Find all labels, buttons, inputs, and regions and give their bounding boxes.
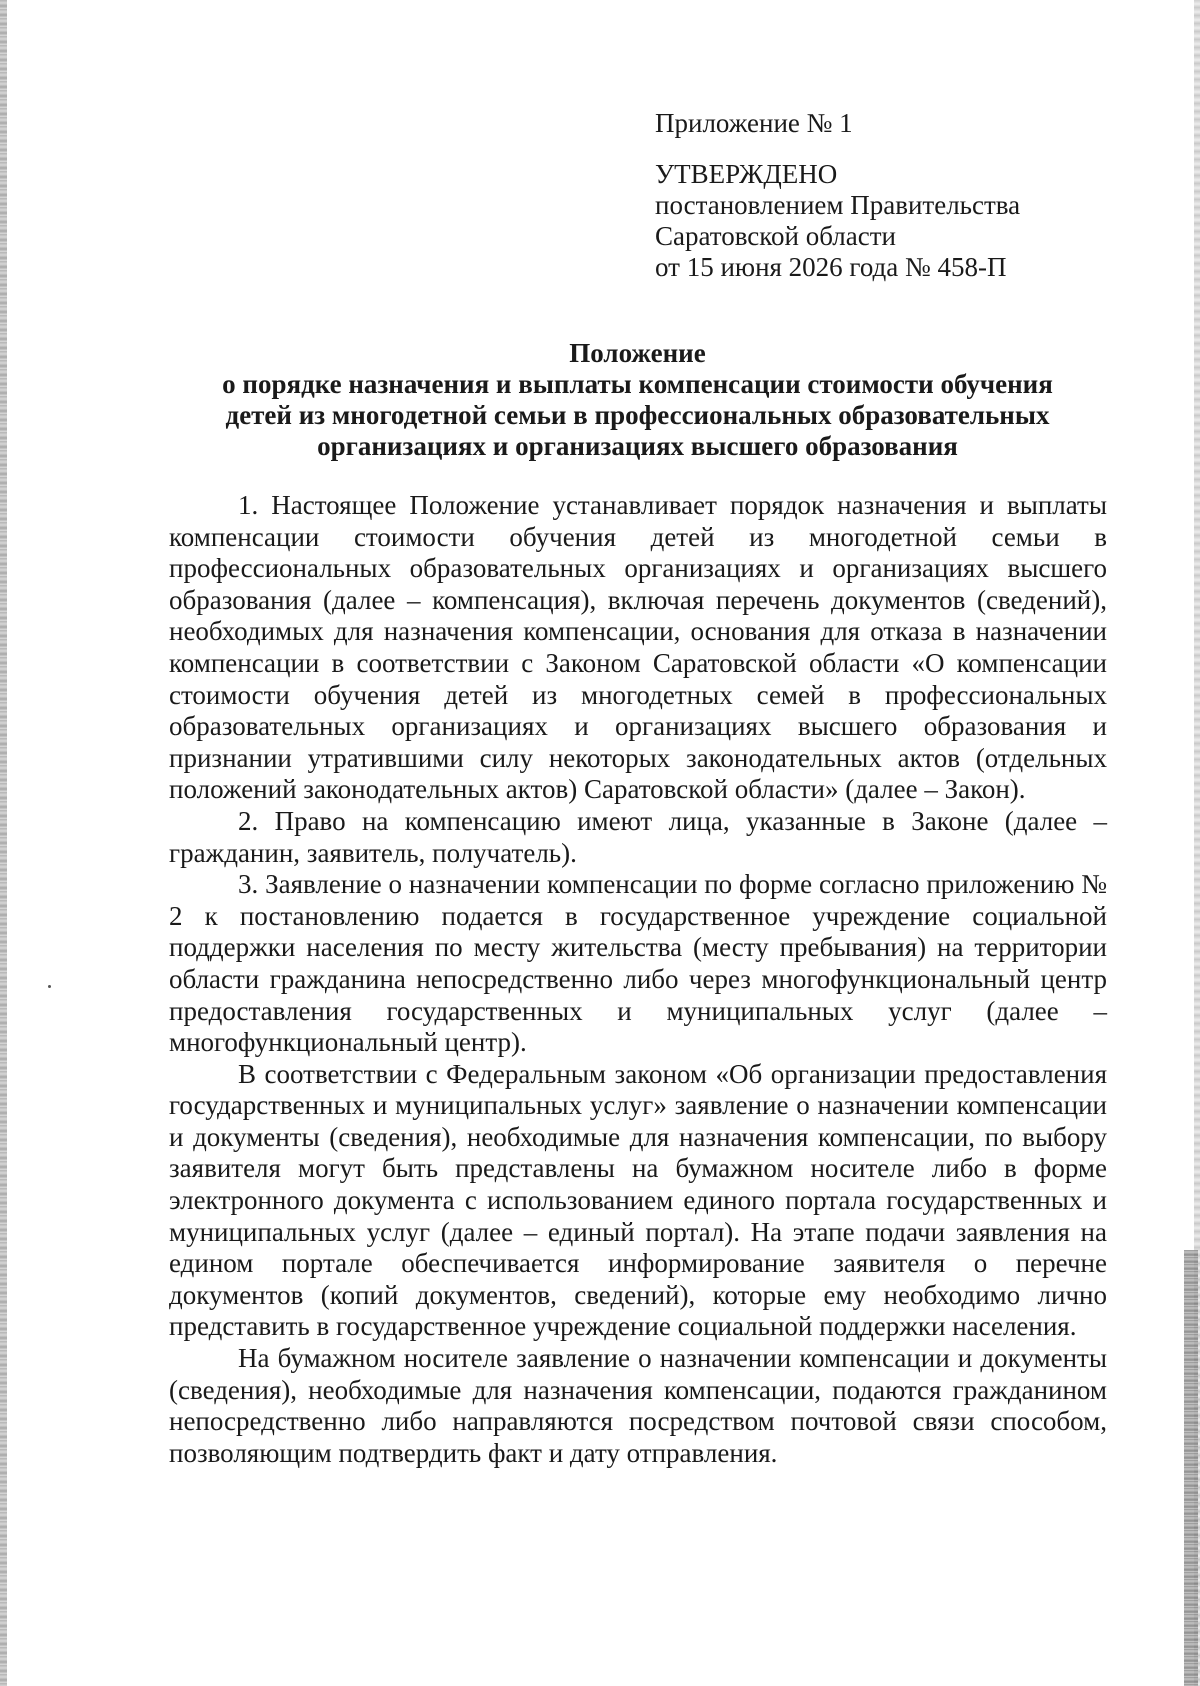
approved-by-line2: Саратовской области xyxy=(655,221,896,251)
approval-stamp xyxy=(655,108,1075,283)
document-body xyxy=(169,490,1107,1469)
document-title xyxy=(165,338,1110,462)
paragraph-5: На бумажном носителе заявление о назначении компенсации и документы (сведения), необходимые для назначения компенсации, подаются гражданином непосредственно либо направляются посредством почтовой связи способом, позволяющим подтвердить факт и дату отправления. xyxy=(169,1343,1107,1468)
scan-edge-right-lower xyxy=(1184,1250,1198,1686)
title-line: организациях и организациях высшего образования xyxy=(317,431,958,461)
scan-edge-left xyxy=(0,0,7,1686)
paragraph-2: 2. Право на компенсацию имеют лица, указанные в Законе (далее – гражданин, заявитель, получатель). xyxy=(169,805,1107,868)
approved-date: от 15 июня 2026 года № 458-П xyxy=(655,252,1007,282)
approved-label: УТВЕРЖДЕНО xyxy=(655,159,838,189)
title-line: детей из многодетной семьи в профессиональных образовательных xyxy=(225,400,1050,430)
approved-by-line1: постановлением Правительства xyxy=(655,190,1021,220)
paragraph-3: 3. Заявление о назначении компенсации по форме согласно приложению № 2 к постановлению подается в государственное учреждение социальной поддержки населения по месту жительства (месту пребывания) на территории области гражданина непосредственно либо через многофункциональный центр предоставления государственных и муниципальных услуг (далее – многофункциональный центр). xyxy=(169,869,1107,1058)
title-line: о порядке назначения и выплаты компенсации стоимости обучения xyxy=(222,369,1053,399)
title-line: Положение xyxy=(569,338,706,368)
scan-speck xyxy=(48,985,51,988)
paragraph-4: В соответствии с Федеральным законом «Об организации предоставления государственных и муниципальных услуг» заявление о назначении компенсации и документы (сведения), необходимые для назначения компенсации, по выбору заявителя могут быть представлены на бумажном носителе либо в форме электронного документа с использованием единого портала государственных и муниципальных услуг (далее – единый портал). На этапе подачи заявления на едином портале обеспечивается информирование заявителя о перечне документов (копий документов, сведений), которые ему необходимо лично представить в государственное учреждение социальной поддержки населения. xyxy=(169,1058,1107,1342)
paragraph-1: 1. Настоящее Положение устанавливает порядок назначения и выплаты компенсации стоимости обучения детей из многодетной семьи в профессиональных образовательных организациях и организациях высшего образования (далее – компенсация), включая перечень документов (сведений), необходимых для назначения компенсации, основания для отказа в назначении компенсации в соответствии с Законом Саратовской области «О компенсации стоимости обучения детей из многодетных семей в профессиональных образовательных организациях и организациях высшего образования и признании утратившими силу некоторых законодательных актов (отдельных положений законодательных актов) Саратовской области» (далее – Закон). xyxy=(169,490,1107,805)
annex-label: Приложение № 1 xyxy=(655,108,853,138)
